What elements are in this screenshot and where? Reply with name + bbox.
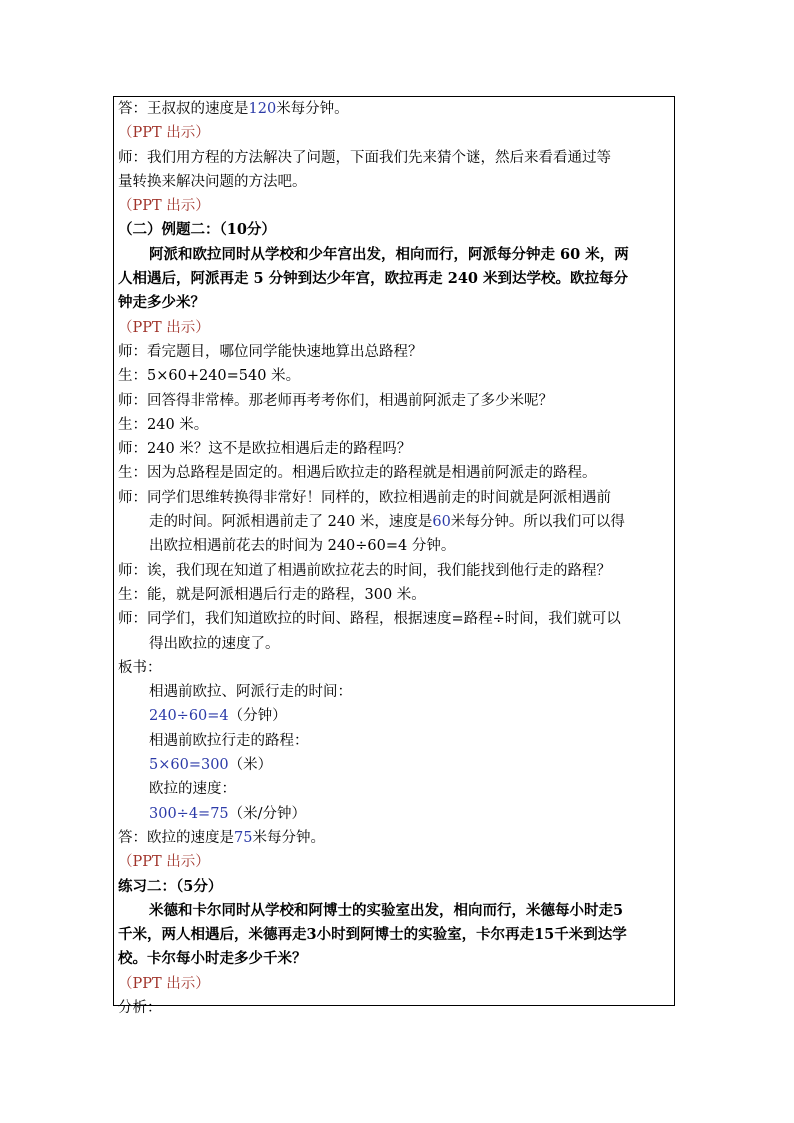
exercise-text-cont: 千米，两人相遇后，米德再走3小时到阿博士的实验室，卡尔再走15千米到达学 — [118, 926, 627, 944]
teacher-line-cont: 量转换来解决问题的方法吧。 — [118, 173, 307, 190]
answer-number: 75 — [234, 829, 253, 846]
ppt-note: （PPT 出示） — [118, 854, 210, 871]
dialogue-line-cont: 得出欧拉的速度了。 — [149, 635, 280, 652]
dialogue-line: 师：同学们思维转换得非常好！同样的，欧拉相遇前走的时间就是阿派相遇前 — [118, 489, 611, 506]
exercise-heading: 练习二：（5分） — [118, 877, 223, 895]
formula-unit: （分钟） — [228, 708, 287, 725]
dialogue-line: 师：看完题目，哪位同学能快速地算出总路程？ — [118, 343, 423, 360]
board-item: 欧拉的速度： — [149, 781, 236, 798]
dialogue-line: 师：诶，我们现在知道了相遇前欧拉花去的时间，我们能找到他行走的路程？ — [118, 562, 611, 579]
formula: 5×60=300 — [149, 757, 229, 774]
exercise-text-end: 校。卡尔每小时走多少千米？ — [118, 950, 307, 968]
board-heading: 板书： — [118, 659, 162, 676]
board-formula — [118, 802, 674, 826]
answer-unit: 米每分钟。 — [276, 101, 349, 117]
ppt-note: （PPT 出示） — [118, 198, 210, 215]
answer-text: 答：王叔叔的速度是 — [118, 101, 249, 117]
dialogue-line: 师：同学们，我们知道欧拉的时间、路程，根据速度=路程÷时间，我们就可以 — [118, 611, 621, 628]
answer-line — [118, 97, 674, 121]
dialogue-line-cont — [118, 510, 674, 534]
ppt-note: （PPT 出示） — [118, 319, 210, 336]
answer-unit: 米每分钟。 — [252, 829, 325, 846]
answer-number: 120 — [248, 101, 277, 117]
dialogue-text: 米每分钟。所以我们可以得 — [450, 514, 625, 531]
dialogue-line: 生：240 米。 — [118, 416, 209, 433]
problem-text: 阿派和欧拉同时从学校和少年宫出发，相向而行，阿派每分钟走 60 米，两 — [149, 245, 629, 263]
formula: 300÷4=75 — [149, 805, 229, 822]
board-formula — [118, 753, 674, 777]
ppt-note: （PPT 出示） — [118, 125, 210, 142]
speed-number: 60 — [432, 514, 451, 531]
dialogue-text: 走的时间。阿派相遇前走了 240 米，速度是 — [149, 514, 433, 531]
dialogue-line: 生：能，就是阿派相遇后行走的路程，300 米。 — [118, 586, 426, 603]
dialogue-line: 师：240 米？这不是欧拉相遇后走的路程吗？ — [118, 441, 412, 458]
dialogue-line: 生：因为总路程是固定的。相遇后欧拉走的路程就是相遇前阿派走的路程。 — [118, 465, 597, 482]
lesson-content — [118, 97, 674, 1020]
board-item: 相遇前欧拉、阿派行走的时间： — [149, 684, 352, 701]
section-heading: （二）例题二：（10分） — [118, 221, 276, 239]
dialogue-line-cont: 出欧拉相遇前花去的时间为 240÷60=4 分钟。 — [149, 538, 456, 555]
answer-line — [118, 826, 674, 850]
formula-unit: （米/分钟） — [228, 805, 307, 822]
exercise-text: 米德和卡尔同时从学校和阿博士的实验室出发，相向而行，米德每小时走5 — [149, 901, 624, 919]
ppt-note: （PPT 出示） — [118, 975, 210, 992]
teacher-line: 师：我们用方程的方法解决了问题，下面我们先来猜个谜，然后来看看通过等 — [118, 149, 611, 166]
problem-text-cont: 人相遇后，阿派再走 5 分钟到达少年宫，欧拉再走 240 米到达学校。欧拉每分 — [118, 270, 629, 288]
formula-unit: （米） — [228, 757, 273, 774]
problem-text-end: 钟走多少米？ — [118, 294, 205, 312]
formula: 240÷60=4 — [149, 708, 229, 725]
board-item: 相遇前欧拉行走的路程： — [149, 732, 309, 749]
answer-text: 答：欧拉的速度是 — [118, 829, 234, 846]
dialogue-line: 生：5×60+240=540 米。 — [118, 368, 301, 385]
analysis-label: 分析： — [118, 999, 162, 1016]
board-formula — [118, 704, 674, 728]
dialogue-line: 师：回答得非常棒。那老师再考考你们，相遇前阿派走了多少米呢？ — [118, 392, 553, 409]
